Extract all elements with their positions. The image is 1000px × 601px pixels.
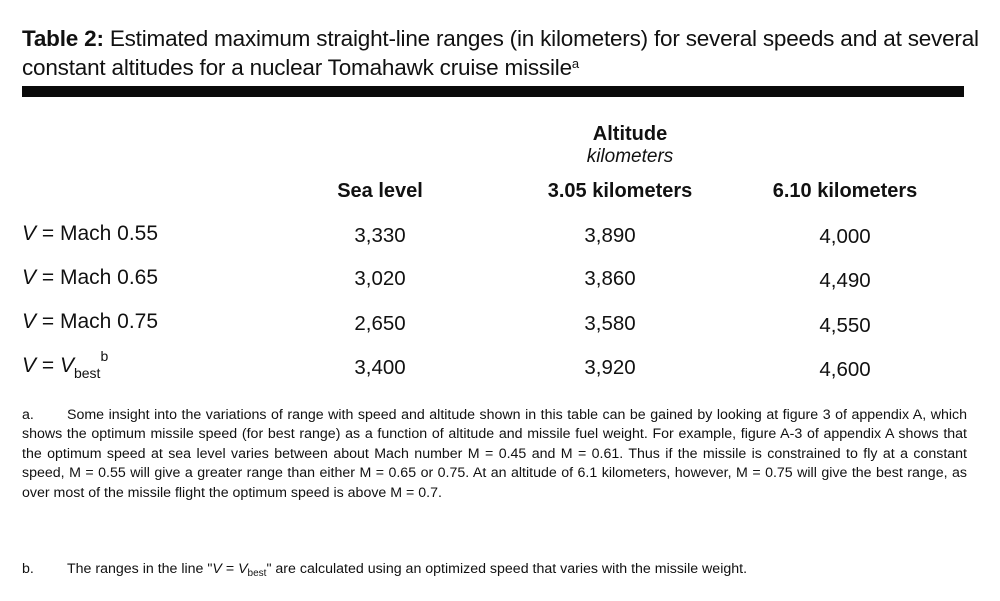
row-label-mach-0-65: V = Mach 0.65: [22, 266, 159, 289]
table-cell: 4,550: [819, 314, 871, 337]
table-cell: 4,000: [819, 225, 871, 248]
table-cell: 3,860: [584, 267, 636, 290]
table-cell: 3,330: [354, 224, 406, 247]
row-label-mach-0-55: V = Mach 0.55: [22, 222, 159, 245]
table-cell: 3,400: [354, 356, 406, 379]
column-header-6-10-km: 6.10 kilometers: [772, 180, 918, 202]
row-label-v-best: $V = V_{best}^b$: [22, 348, 109, 381]
altitude-units: kilometers: [586, 146, 674, 167]
caption-footnote-mark: a: [571, 56, 579, 71]
caption-text: Estimated maximum straight-line ranges (in kilometers) for several speeds and at several constant altitudes for a nuclear Tomahawk cruise missile: [22, 26, 979, 80]
altitude-group-header: [530, 122, 730, 168]
table-cell: 2,650: [354, 312, 406, 335]
footnote-text: The ranges in the line "$V = V_{best}$" are calculated using an optimized speed that varies with the missile weight.: [67, 561, 748, 579]
column-header-3-05-km: 3.05 kilometers: [547, 180, 693, 202]
table-cell: 4,490: [819, 269, 871, 292]
table-cell: 3,890: [584, 224, 636, 247]
row-label-mach-0-75: V = Mach 0.75: [22, 310, 159, 333]
table-caption: [22, 24, 982, 82]
table-cell: 3,920: [584, 356, 636, 379]
header-rule: [22, 86, 964, 97]
altitude-header: Altitude: [592, 123, 668, 145]
footnote-text: Some insight into the variations of range with speed and altitude shown in this table can be gained by looking at figure 3 of appendix A, which shows the optimum missile speed (for best range) as a function of altitude and missile fuel weight. For example, figure A-3 of appendix A shows that the optimum speed at sea level varies between about Mach number M = 0.45 and M = 0.61. Thus if the missile is constrained to fly at a constant speed, M = 0.55 will give a greater range than either M = 0.65 or 0.75. At an altitude of 6.1 kilometers, however, M = 0.75 will give the best range, as over most of the missile flight the optimum speed is above M = 0.7.: [22, 407, 967, 501]
column-header-sea-level: Sea level: [337, 180, 423, 202]
footnote-mark: b.: [22, 561, 34, 577]
footnote-b: [22, 560, 967, 580]
table-cell: 3,580: [584, 312, 636, 335]
footnote-mark: a.: [22, 407, 34, 423]
table-cell: 3,020: [354, 267, 406, 290]
table-cell: 4,600: [819, 358, 871, 381]
footnote-a: [22, 406, 967, 503]
table-number: Table 2:: [22, 26, 104, 51]
